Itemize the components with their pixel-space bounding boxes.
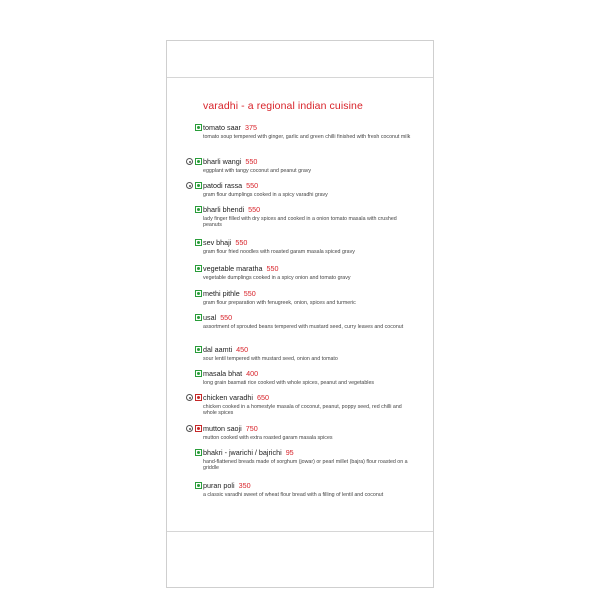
item-name: methi pithle xyxy=(203,289,240,298)
menu-item xyxy=(203,205,425,229)
veg-marker-icon xyxy=(195,314,202,321)
item-description: lady finger filled with dry spices and cooked in a onion tomato masala with crushed peanuts xyxy=(203,215,397,229)
item-price: 375 xyxy=(244,123,257,132)
menu-item xyxy=(203,238,425,255)
menu-item xyxy=(203,313,425,330)
bottom-divider xyxy=(167,531,433,532)
item-price: 750 xyxy=(245,424,258,433)
nonveg-marker-icon xyxy=(195,425,202,432)
item-description: vegetable dumplings cooked in a spicy onion and tomato gravy xyxy=(203,274,351,281)
item-price: 350 xyxy=(238,481,251,490)
item-description: gram flour fried noodles with roasted garam masala spiced gravy xyxy=(203,248,355,255)
menu-card xyxy=(166,40,434,588)
item-name: tomato saar xyxy=(203,123,241,132)
veg-marker-icon xyxy=(195,482,202,489)
veg-marker-icon xyxy=(195,370,202,377)
item-name: puran poli xyxy=(203,481,235,490)
item-description: a classic varadhi sweet of wheat flour bread with a filling of lentil and coconut xyxy=(203,491,384,498)
top-divider xyxy=(167,77,433,78)
item-price: 550 xyxy=(243,289,256,298)
menu-title: varadhi - a regional indian cuisine xyxy=(203,100,363,112)
item-name: chicken varadhi xyxy=(203,393,253,402)
veg-marker-icon xyxy=(195,346,202,353)
item-name: masala bhat xyxy=(203,369,243,378)
veg-marker-icon xyxy=(195,158,202,165)
item-description: long grain basmati rice cooked with whole spices, peanut and vegetables xyxy=(203,379,375,386)
item-description: tomato soup tempered with ginger, garlic and green chilli finished with fresh coconut milk xyxy=(203,133,411,140)
veg-marker-icon xyxy=(195,206,202,213)
veg-marker-icon xyxy=(195,449,202,456)
item-price: 650 xyxy=(256,393,269,402)
menu-item xyxy=(203,448,425,472)
menu-item xyxy=(203,481,425,498)
item-description: hand-flattened breads made of sorghum (jowar) or pearl millet (bajra) flour roasted on a griddle xyxy=(203,458,408,472)
item-name: usal xyxy=(203,313,217,322)
item-description: gram flour dumplings cooked in a spicy varadhi gravy xyxy=(203,191,328,198)
spice-indicator-icon xyxy=(186,394,193,401)
item-price: 400 xyxy=(246,369,259,378)
item-price: 550 xyxy=(235,238,248,247)
item-description: sour lentil tempered with mustard seed, onion and tomato xyxy=(203,355,338,362)
menu-item xyxy=(203,369,425,386)
menu-item xyxy=(203,157,425,174)
item-price: 550 xyxy=(266,264,279,273)
menu-item xyxy=(203,424,425,441)
veg-marker-icon xyxy=(195,265,202,272)
item-price: 450 xyxy=(236,345,249,354)
menu-item xyxy=(203,123,425,140)
item-price: 550 xyxy=(246,181,259,190)
item-description: assortment of sprouted beans tempered with mustard seed, curry leaves and coconut xyxy=(203,323,404,330)
veg-marker-icon xyxy=(195,124,202,131)
item-name: patodi rassa xyxy=(203,181,243,190)
item-name: vegetable maratha xyxy=(203,264,263,273)
item-description: eggplant with tangy coconut and peanut gravy xyxy=(203,167,312,174)
veg-marker-icon xyxy=(195,239,202,246)
item-description: gram flour preparation with fenugreek, onion, spices and turmeric xyxy=(203,299,356,306)
menu-item xyxy=(203,289,425,306)
nonveg-marker-icon xyxy=(195,394,202,401)
item-name: bharli wangi xyxy=(203,157,242,166)
item-price: 95 xyxy=(285,448,294,457)
item-name: bhakri - jwarichi / bajrichi xyxy=(203,448,282,457)
item-name: sev bhaji xyxy=(203,238,232,247)
spice-indicator-icon xyxy=(186,182,193,189)
item-price: 550 xyxy=(245,157,258,166)
item-price: 550 xyxy=(248,205,261,214)
item-description: chicken cooked in a homestyle masala of coconut, peanut, poppy seed, red chilli and whole spices xyxy=(203,403,402,417)
veg-marker-icon xyxy=(195,290,202,297)
menu-item xyxy=(203,393,425,417)
veg-marker-icon xyxy=(195,182,202,189)
menu-item xyxy=(203,345,425,362)
item-name: mutton saoji xyxy=(203,424,242,433)
item-price: 550 xyxy=(220,313,233,322)
item-name: dal aamti xyxy=(203,345,233,354)
menu-item xyxy=(203,264,425,281)
spice-indicator-icon xyxy=(186,158,193,165)
menu-item xyxy=(203,181,425,198)
spice-indicator-icon xyxy=(186,425,193,432)
item-name: bharli bhendi xyxy=(203,205,245,214)
item-description: mutton cooked with extra roasted garam masala spices xyxy=(203,434,333,441)
